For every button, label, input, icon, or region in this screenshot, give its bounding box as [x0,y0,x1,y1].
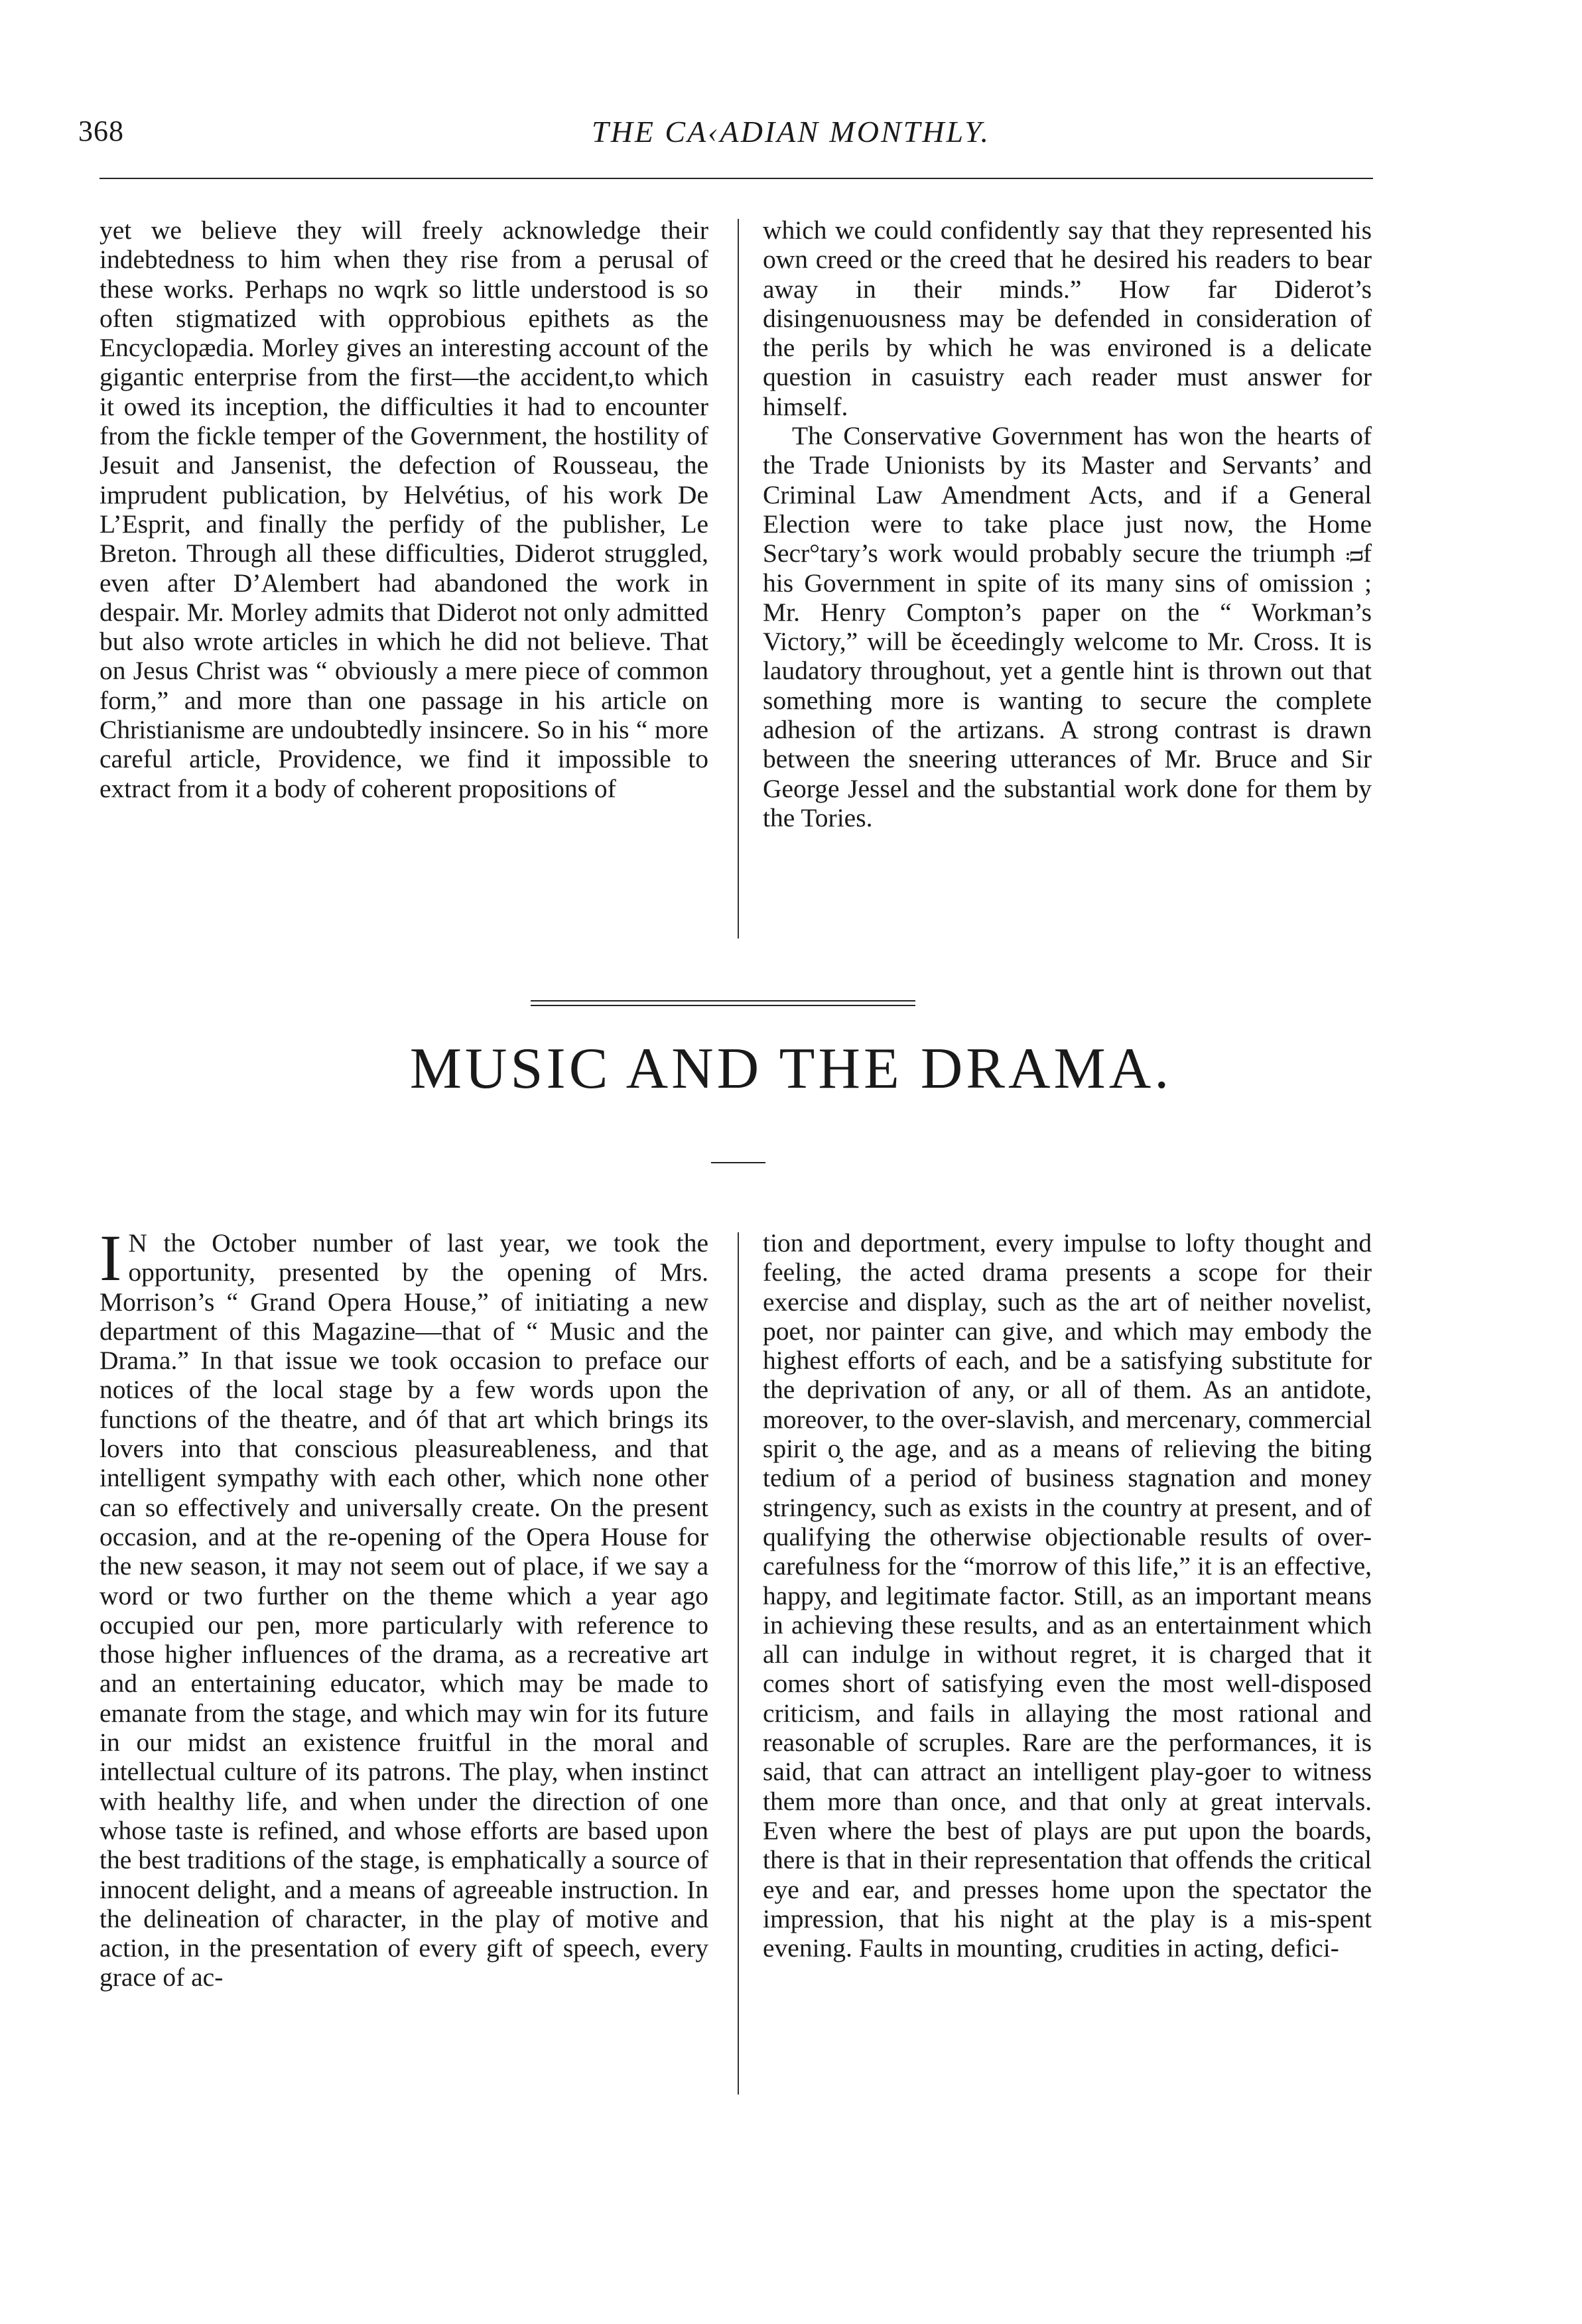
page-number: 368 [78,115,124,147]
top-left-column [99,216,708,803]
bottom-right-paragraph: tion and deportment, every impulse to lofty thought and feeling, the acted drama presents a scope for their exercise and display, such as the art of neither novelist, poet, nor painter can give, and which may embody the highest efforts of each, and be a satisfying substitute for the deprivation of any, or all of them. As an antidote, moreover, to the over-slavish, and mercenary, commercial spirit o̧ the age, and as a means of relieving the biting tedium of a period of business stagnation and money stringency, such as exists in the country at present, and of qualifying the otherwise objectionable results of over-carefulness for the “morrow of this life,” it is an effective, happy, and legitimate factor. Still, as an important means in achieving these results, and as an entertainment which all can indulge in without regret, it is charged that it comes short of satisfying even the most well-disposed criticism, and fails in allaying the most rational and reasonable of scruples. Rare are the performances, it is said, that can attract an intelligent play-goer to witness them more than once, and that only at great intervals. Even where the best of plays are put upon the boards, there is that in their representation that offends the critical eye and ear, and presses home upon the spectator the impression, that his night at the play is a mis-spent evening. Faults in mounting, crudities in acting, defici- [763,1228,1372,1963]
section-double-rule-bottom [531,1005,915,1006]
bottom-left-paragraph [99,1221,708,1992]
bottom-left-column [99,1221,708,1992]
bottom-left-text: N the October number of last year, we took the opportunity, presented by the opening of Mrs. Morrison’s “ Grand Opera House,” of initiating a new department of this Magazine—that of “ Music and the Drama.” In that issue we took occasion to preface our notices of the local stage by a few words upon the functions of the theatre, and óf that art which brings its lovers into that conscious pleasureableness, and that intelligent sympathy with each other, which none other can so effectively and universally create. On the present occasion, and at the re-opening of the Opera House for the new season, it may not seem out of place, if we say a word or two further on the theme which a year ago occupied our pen, more particularly with reference to those higher influences of the drama, as a recreative art and an entertaining educator, which may be made to emanate from the stage, and which may win for its future in our midst an existence fruitful in the moral and intellectual culture of its patrons. The play, when instinct with healthy life, and when under the direction of one whose taste is refined, and whose efforts are based upon the best traditions of the stage, is emphatically a source of innocent delight, and a means of agreeable instruction. In the delineation of character, in the play of motive and action, in the presentation of every gift of speech, every grace of ac- [99,1228,708,1992]
bottom-right-column [763,1228,1372,1963]
bottom-column-divider [738,1232,739,2095]
title-underline [711,1162,765,1163]
top-left-paragraph: yet we believe they will freely acknowledge their indebtedness to him when they rise from a perusal of these works. Perhaps no wqrk so little understood is so often stigmatized with opprobious epithets as the Encyclopædia. Morley gives an interesting account of the gigantic enterprise from the first—the accident,to which it owed its inception, the difficulties it had to encounter from the fickle temper of the Government, the hostility of Jesuit and Jansenist, the defection of Rousseau, the imprudent publication, by Helvétius, of his work De L’Esprit, and finally the perfidy of the publisher, Le Breton. Through all these difficulties, Diderot struggled, even after D’Alembert had abandoned the work in despair. Mr. Morley admits that Diderot not only admitted but also wrote articles in which he did not believe. That on Jesus Christ was “ obviously a mere piece of common form,” and more than one passage in his article on Christianisme are undoubtedly insincere. So in his “ more careful article, Providence, we find it impossible to extract from it a body of coherent propositions of [99,216,708,803]
section-double-rule-top [531,1000,915,1001]
header-rule [99,178,1373,179]
top-column-divider [738,219,739,938]
top-right-paragraph-1: which we could confidently say that they represented his own creed or the creed that he desired his readers to bear away in their minds.” How far Diderot’s disingenuousness may be defended in consideration of the perils by which he was environed is a delicate question in casuistry each reader must answer for himself. [763,216,1372,421]
section-title: MUSIC AND THE DRAMA. [409,1037,1173,1101]
drop-cap: I [99,1221,122,1295]
top-right-paragraph-2: The Conservative Government has won the hearts of the Trade Unionists by its Master and Servants’ and Criminal Law Amendment Acts, and if a General Election were to take place just now, the Home Secr°tary’s work would probably secure the triumph ᴞf his Government in spite of its many sins of omission ; Mr. Henry Compton’s paper on the “ Workman’s Victory,” will be ĕceedingly welcome to Mr. Cross. It is laudatory throughout, yet a gentle hint is thrown out that something more is wanting to secure the complete adhesion of the artizans. A strong contrast is drawn between the sneering utterances of Mr. Bruce and Sir George Jessel and the substantial work done for them by the Tories. [763,421,1372,832]
top-right-column [763,216,1372,832]
running-head: THE CA‹ADIAN MONTHLY. [592,115,990,149]
